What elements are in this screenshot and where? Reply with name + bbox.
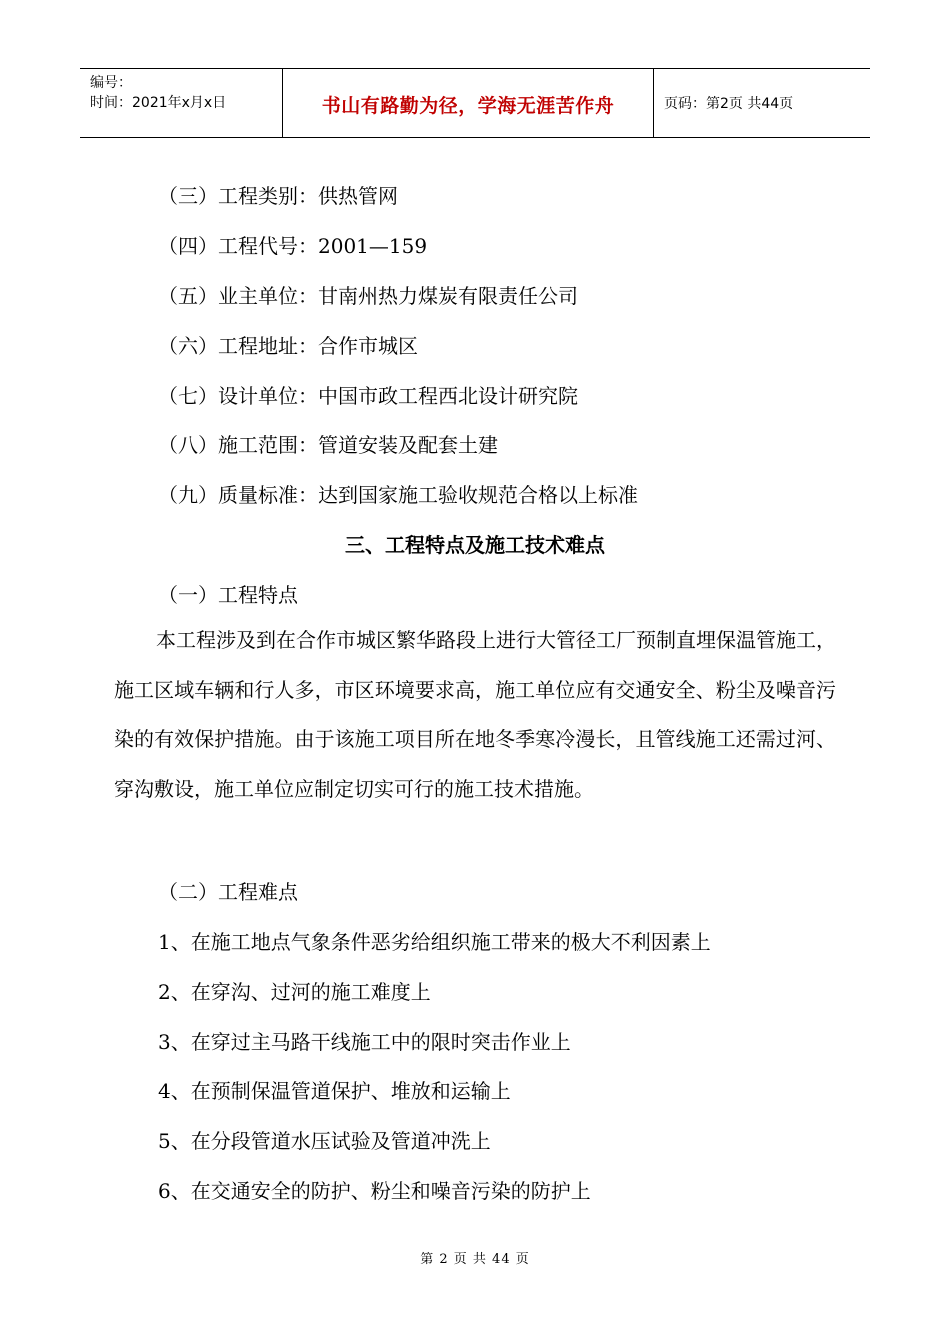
- project-info-item: （三）工程类别：供热管网: [158, 184, 398, 208]
- difficulty-item: 5、在分段管道水压试验及管道冲洗上: [158, 1129, 491, 1153]
- header-page-cell: [654, 69, 870, 137]
- header-motto-cell: [283, 69, 654, 137]
- document-header: [80, 68, 870, 138]
- section-heading: 三、工程特点及施工技术难点: [345, 533, 605, 557]
- project-info-item: （六）工程地址：合作市城区: [158, 334, 418, 358]
- page-label: 页码：第2页 共44页: [664, 96, 794, 112]
- number-label: 编号：: [90, 75, 132, 91]
- subsection-heading: （二）工程难点: [158, 880, 298, 904]
- difficulty-item: 3、在穿过主马路干线施工中的限时突击作业上: [158, 1030, 571, 1054]
- project-info-item: （七）设计单位：中国市政工程西北设计研究院: [158, 384, 578, 408]
- difficulty-item: 1、在施工地点气象条件恶劣给组织施工带来的极大不利因素上: [158, 930, 711, 954]
- project-info-item: （八）施工范围：管道安装及配套土建: [158, 433, 498, 457]
- project-info-item: （四）工程代号：2001—159: [158, 234, 428, 258]
- header-meta-cell: [80, 69, 283, 137]
- date-label: 时间：2021年x月x日: [90, 95, 227, 111]
- body-paragraph: 本工程涉及到在合作市城区繁华路段上进行大管径工厂预制直埋保温管施工，施工区域车辆和行人多，市区环境要求高，施工单位应有交通安全、粉尘及噪音污染的有效保护措施。由于该施工项目所在地冬季寒冷漫长，且管线施工还需过河、穿沟敷设，施工单位应制定切实可行的施工技术措施。: [114, 628, 836, 801]
- motto-text: 书山有路勤为径，学海无涯苦作舟: [321, 95, 615, 117]
- project-info-item: （五）业主单位：甘南州热力煤炭有限责任公司: [158, 284, 578, 308]
- difficulty-item: 4、在预制保温管道保护、堆放和运输上: [158, 1079, 511, 1103]
- project-info-item: （九）质量标准：达到国家施工验收规范合格以上标准: [158, 483, 638, 507]
- difficulty-item: 2、在穿沟、过河的施工难度上: [158, 980, 431, 1004]
- subsection-heading: （一）工程特点: [158, 583, 298, 607]
- page-footer: 第 2 页 共 44 页: [420, 1252, 530, 1267]
- difficulty-item: 6、在交通安全的防护、粉尘和噪音污染的防护上: [158, 1179, 591, 1203]
